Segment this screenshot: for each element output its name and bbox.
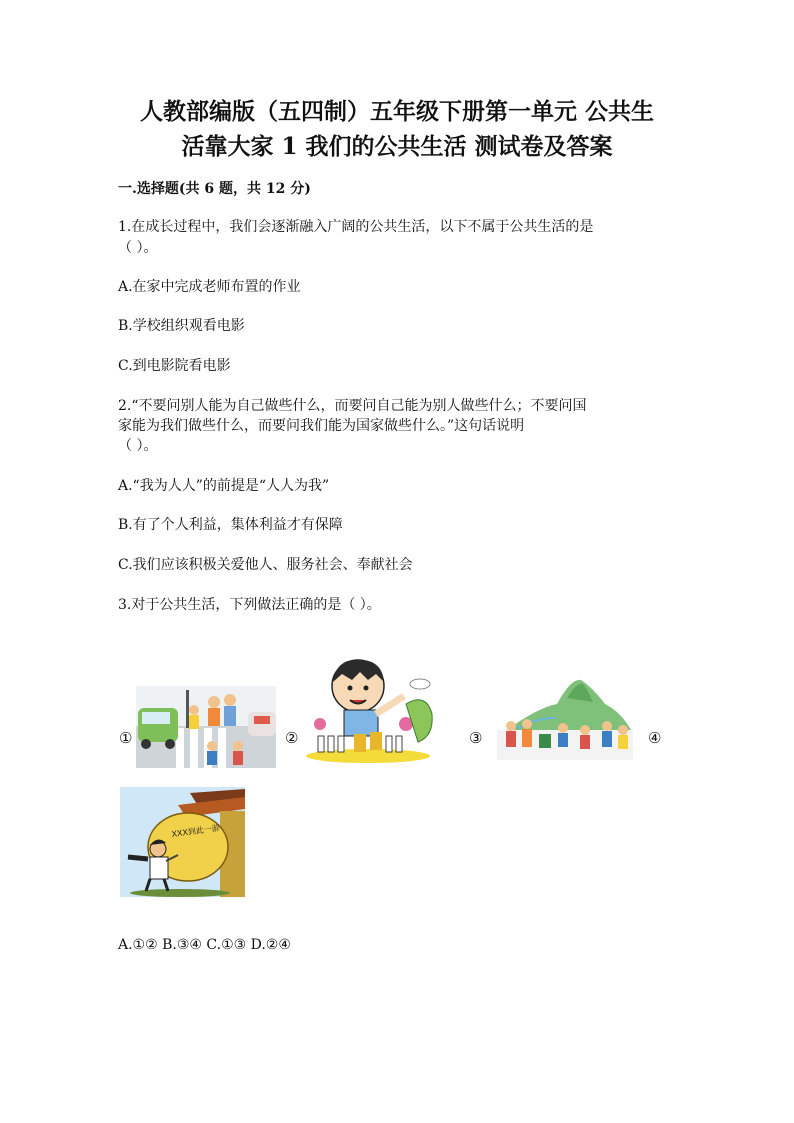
cleaning-mountain-illustration [497,668,633,760]
graffiti-on-monument-illustration [120,787,245,897]
q2-stem-line-1: 2.“不要问别人能为自己做些什么，而要问自己能为别人做些什么；不要问国 [118,398,587,414]
crosswalk-illustration [136,686,276,768]
section-heading: 一.选择题(共 6 题，共 12 分) [118,181,311,197]
graffiti-text: XXX到此一游 [171,823,221,839]
mark-1: ① [119,729,133,747]
q2-option-a: A.“我为人人”的前提是“人人为我” [118,478,330,494]
q3-stem: 3.对于公共生活，下列做法正确的是（ ）。 [118,597,381,613]
q1-option-b: B.学校组织观看电影 [118,318,245,334]
document-title [100,94,694,164]
q2-stem-line-2: 家能为我们做些什么，而要问我们能为国家做些什么。”这句话说明 [118,418,525,434]
mark-3: ③ [469,729,483,747]
mark-4: ④ [648,729,662,747]
title-line-1: 人教部编版（五四制）五年级下册第一单元 公共生 [139,98,654,125]
q1-stem-line-2: （ ）。 [118,240,158,256]
q1-stem-line-1: 1.在成长过程中，我们会逐渐融入广阔的公共生活，以下不属于公共生活的是 [118,219,594,235]
title-line-2: 活靠大家 1 我们的公共生活 测试卷及答案 [181,133,613,160]
q3-options: A.①② B.③④ C.①③ D.②④ [118,937,291,953]
mark-2: ② [285,729,299,747]
q2-option-c: C.我们应该积极关爱他人、服务社会、奉献社会 [118,557,413,573]
boy-trampling-flowers-illustration [306,652,441,764]
q2-stem-line-3: （ ）。 [118,438,158,454]
q1-option-c: C.到电影院看电影 [118,358,231,374]
q1-option-a: A.在家中完成老师布置的作业 [118,279,301,295]
q2-option-b: B.有了个人利益，集体利益才有保障 [118,517,343,533]
